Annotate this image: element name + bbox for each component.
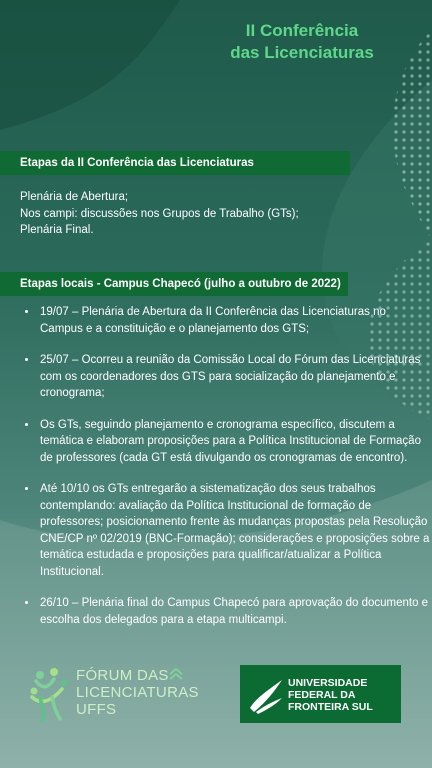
list-item: • 25/07 – Ocorreu a reunião da Comissão Local do Fórum das Licenciaturas com os coordenadores dos GTS para socialização do planejamento e cronograma;: [38, 352, 430, 402]
title-line-2: das Licenciaturas: [230, 43, 374, 62]
list-item: • Até 10/10 os GTs entregarão a sistematização dos seus trabalhos contemplando: avaliação da Política Institucional de formação de professores; posicionamento frente às mudanças propostas pela Resolução CNE/CP nº 02/2019 (BNC-Formação); considerações e proposições sobre a temática estudada e proposições para qualificar/atualizar a Política Institucional.: [38, 481, 430, 580]
stage-line: Plenária de Abertura;: [20, 191, 129, 203]
uffs-logo: [240, 665, 401, 723]
forum-licenciaturas-logo: [28, 665, 198, 725]
uffs-emblem-icon: [246, 672, 286, 716]
local-stages-list: [20, 304, 430, 643]
list-item: • Os GTs, seguindo planejamento e cronograma específico, discutem a temática e elaboram proposições para a Política Institucional de Formação de professores (cada GT está divulgando os cronogramas de encontro).: [38, 417, 430, 467]
forum-line-3: UFFS: [76, 701, 117, 718]
uffs-line-3: FRONTEIRA SUL: [288, 701, 373, 713]
uffs-logo-text: [288, 677, 373, 713]
list-item: • 19/07 – Plenária de Abertura da II Conferência das Licenciaturas no Campus e a constituição e o planejamento dos GTS;: [38, 304, 430, 337]
uffs-line-2: FEDERAL DA: [288, 689, 356, 701]
forum-line-2: LICENCIATURAS: [76, 684, 199, 701]
uffs-line-1: UNIVERSIDADE: [288, 677, 368, 689]
stage-line: Plenária Final.: [20, 224, 94, 236]
section-heading-local-stages: Etapas locais - Campus Chapecó (julho a outubro de 2022): [0, 272, 348, 296]
chevron-up-icon: [168, 667, 184, 681]
list-item: • 26/10 – Plenária final do Campus Chapecó para aprovação do documento e escolha dos delegados para a etapa multicampi.: [38, 595, 430, 628]
people-icon: [28, 667, 72, 723]
title-line-1: II Conferência: [245, 21, 359, 40]
stage-line: Nos campi: discussões nos Grupos de Trabalho (GTs);: [20, 207, 299, 220]
forum-line-1: FÓRUM DAS: [76, 667, 169, 684]
conference-title: [202, 20, 402, 64]
section-heading-stages: Etapas da II Conferência das Licenciaturas: [0, 151, 350, 175]
stages-list: [20, 189, 360, 239]
